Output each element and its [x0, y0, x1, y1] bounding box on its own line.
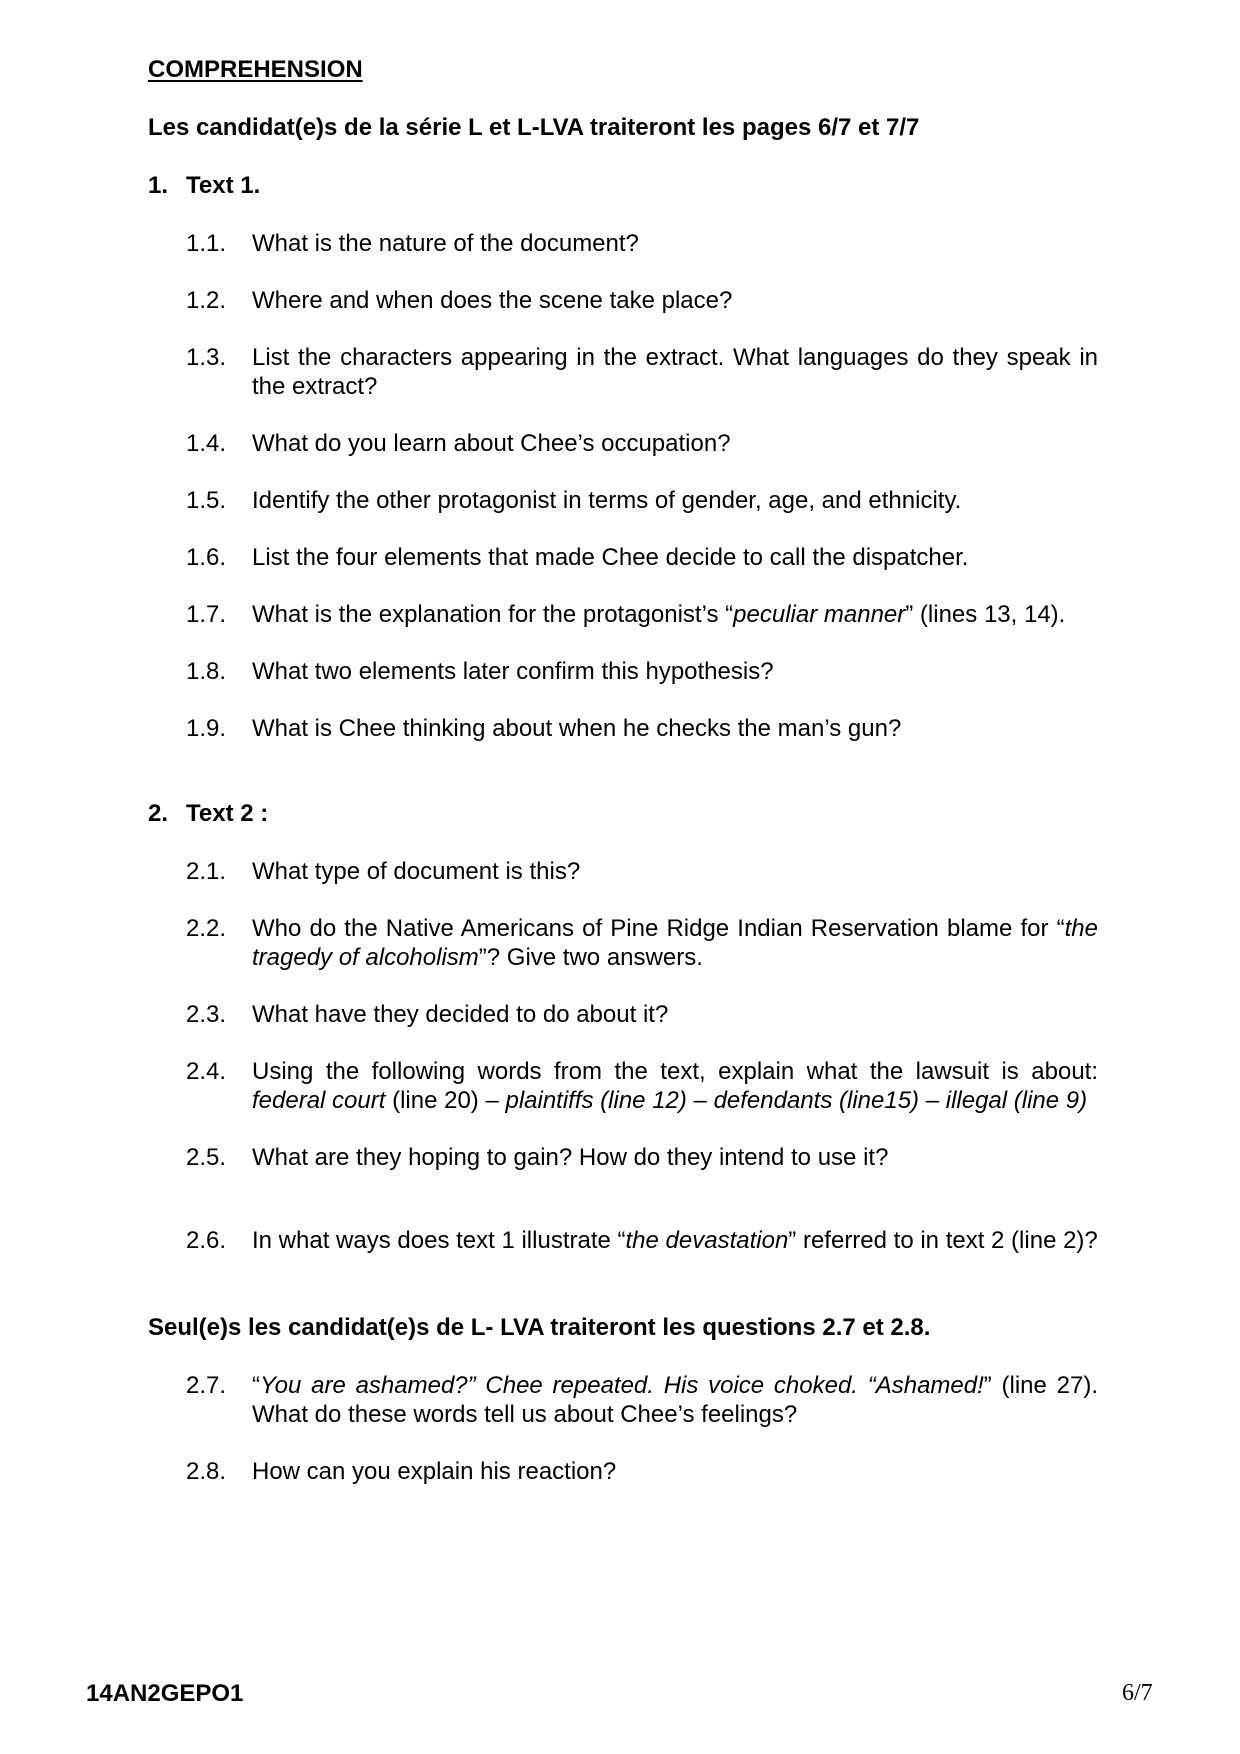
question-number: 2.6.: [186, 1227, 227, 1254]
question-number: 2.1.: [186, 858, 227, 885]
question-2-7: [186, 1371, 1098, 1429]
question-text: “You are ashamed?” Chee repeated. His voice choked. “Ashamed!” (line 27). What do these words tell us about Chee’s feelings?: [252, 1372, 1098, 1428]
spacer: [148, 1283, 1098, 1313]
question-text: Who do the Native Americans of Pine Ridge Indian Reservation blame for “the tragedy of alcoholism”? Give two answers.: [252, 915, 1098, 971]
question-text: List the four elements that made Chee decide to call the dispatcher.: [252, 544, 969, 571]
section-1-number: 1.: [148, 172, 169, 199]
question-2-4: [186, 1057, 1098, 1115]
question-text: How can you explain his reaction?: [252, 1458, 617, 1485]
question-text: List the characters appearing in the extract. What languages do they speak in the extract?: [252, 344, 1098, 400]
question-text: What is the explanation for the protagonist’s “peculiar manner” (lines 13, 14).: [252, 601, 1066, 628]
question-text: Identify the other protagonist in terms of gender, age, and ethnicity.: [252, 487, 962, 514]
question-text: What two elements later confirm this hypothesis?: [252, 658, 774, 685]
question-1-3: [186, 343, 1098, 401]
question-number: 1.5.: [186, 487, 227, 514]
question-number: 1.2.: [186, 287, 227, 314]
quoted-phrase: the tragedy of alcoholism: [252, 915, 1098, 971]
question-number: 1.6.: [186, 544, 227, 571]
spacer: [148, 1200, 1098, 1226]
question-1-7: [186, 600, 1098, 629]
question-1-8: [186, 657, 1098, 686]
question-2-2: [186, 914, 1098, 972]
section-2-number: 2.: [148, 800, 169, 827]
question-1-2: [186, 286, 1098, 315]
section-2-questions: [148, 857, 1098, 1255]
question-2-3: [186, 1000, 1098, 1029]
keyword-list: plaintiffs (line 12) – defendants (line15) – illegal (line 9): [505, 1087, 1088, 1114]
question-text: What type of document is this?: [252, 858, 581, 885]
section-2-title: Text 2 :: [186, 800, 269, 827]
question-1-4: [186, 429, 1098, 458]
footer-page-number: 6/7: [1122, 1680, 1153, 1706]
section-2-heading: [148, 799, 1098, 829]
question-number: 2.8.: [186, 1458, 227, 1485]
question-number: 1.4.: [186, 430, 227, 457]
question-2-5: [186, 1143, 1098, 1172]
question-text: What is the nature of the document?: [252, 230, 639, 257]
instruction-main: Les candidat(e)s de la série L et L-LVA traiteront les pages 6/7 et 7/7: [148, 114, 920, 141]
question-2-6: [186, 1226, 1098, 1255]
question-text: What is Chee thinking about when he checks the man’s gun?: [252, 715, 902, 742]
spacer: [148, 771, 1098, 799]
question-number: 2.5.: [186, 1144, 227, 1171]
question-number: 1.8.: [186, 658, 227, 685]
question-2-1: [186, 857, 1098, 886]
question-1-5: [186, 486, 1098, 515]
question-number: 2.2.: [186, 915, 227, 942]
footer-exam-code: 14AN2GEPO1: [86, 1680, 244, 1707]
section-lva-questions: [148, 1371, 1098, 1486]
question-number: 2.7.: [186, 1372, 227, 1399]
question-number: 2.3.: [186, 1001, 227, 1028]
quoted-phrase: the devastation: [625, 1227, 789, 1254]
section-1-heading: [148, 171, 1098, 201]
question-number: 1.3.: [186, 344, 227, 371]
question-text: What have they decided to do about it?: [252, 1001, 669, 1028]
question-1-9: [186, 714, 1098, 743]
instruction-lva: Seul(e)s les candidat(e)s de L- LVA traiteront les questions 2.7 et 2.8.: [148, 1314, 931, 1341]
question-number: 1.1.: [186, 230, 227, 257]
question-text: Using the following words from the text, explain what the lawsuit is about: federal court (line 20) – plaintiffs (line 12) – defendants (line15) – illegal (line 9): [252, 1058, 1098, 1114]
question-1-1: [186, 229, 1098, 258]
keyword-federal-court: federal court: [252, 1087, 386, 1114]
quoted-phrase: peculiar manner: [733, 601, 906, 628]
section-1-title: Text 1.: [186, 172, 261, 199]
question-number: 1.9.: [186, 715, 227, 742]
question-number: 2.4.: [186, 1058, 227, 1085]
question-text: What do you learn about Chee’s occupation?: [252, 430, 731, 457]
question-2-8: [186, 1457, 1098, 1486]
quoted-phrase: You are ashamed?” Chee repeated. His voice choked. “Ashamed!: [260, 1372, 984, 1399]
section-1-questions: [148, 229, 1098, 743]
page-title: COMPREHENSION: [148, 56, 363, 83]
question-text: In what ways does text 1 illustrate “the devastation” referred to in text 2 (line 2)?: [252, 1227, 1098, 1254]
question-number: 1.7.: [186, 601, 227, 628]
question-text: What are they hoping to gain? How do they intend to use it?: [252, 1144, 889, 1171]
exam-page: [148, 55, 1098, 1514]
question-text: Where and when does the scene take place?: [252, 287, 733, 314]
question-1-6: [186, 543, 1098, 572]
